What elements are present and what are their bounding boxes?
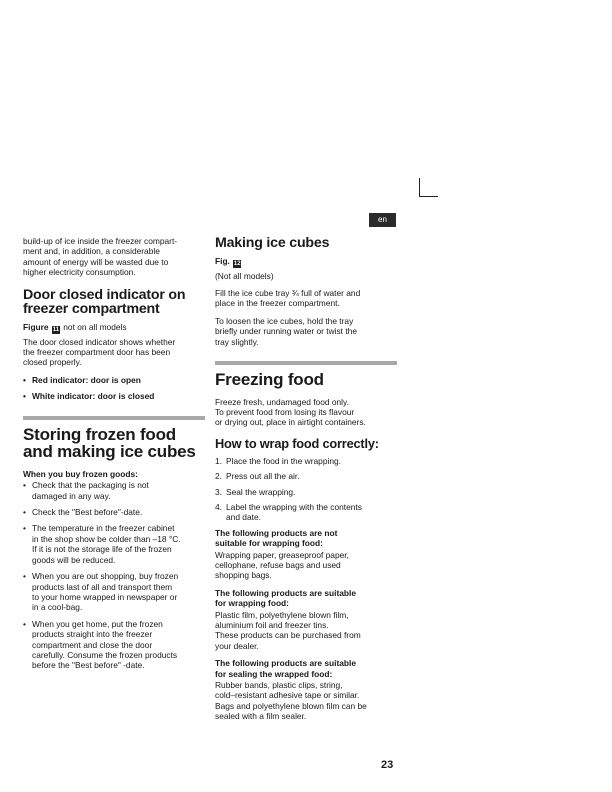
wrap-heading: How to wrap food correctly:: [215, 435, 379, 451]
list-item: • Check that the packaging is not damaged in any way.: [23, 480, 205, 501]
intro-paragraph: build-up of ice inside the freezer compart- ment and, in addition, a considerable amount of energy will be wasted due to higher electricity consumption.: [23, 236, 178, 278]
list-item: 2. Press out all the air.: [215, 471, 300, 482]
ice-note: (Not all models): [215, 270, 274, 281]
freezing-text: Freeze fresh, undamaged food only. To prevent food from losing its flavour or drying out, place in airtight containers.: [215, 396, 366, 428]
left-column: [23, 236, 205, 677]
door-indicator-list: [23, 375, 205, 402]
list-item: • White indicator: door is closed: [23, 391, 205, 401]
list-item: • Check the "Best before"-date.: [23, 507, 205, 517]
suitable-heading: The following products are suitable for wrapping food:: [215, 587, 356, 609]
section-divider: [23, 416, 205, 420]
sealing-heading: The following products are suitable for sealing the wrapped food:: [215, 658, 356, 679]
list-item: • Red indicator: door is open: [23, 375, 205, 385]
list-item: • When you are out shopping, buy frozen products last of all and transport them to your home wrapped in newspaper or in a cool-bag.: [23, 571, 205, 613]
buy-heading: When you buy frozen goods:: [23, 468, 138, 479]
ice-cubes-heading: Making ice cubes: [215, 235, 330, 251]
door-indicator-heading: Door closed indicator on freezer compartment: [23, 286, 186, 318]
list-item: • The temperature in the freezer cabinet in the shop show be colder than –18 °C. If it is not the storage life of the frozen goods will be reduced.: [23, 523, 205, 565]
list-item: 4. Label the wrapping with the contents and date.: [215, 501, 362, 523]
figure-number-box: 12: [233, 260, 241, 267]
list-item: 1. Place the food in the wrapping.: [215, 455, 342, 466]
figure-label: Fig.: [215, 255, 230, 266]
page-number: 23: [381, 759, 394, 771]
list-item: 3. Seal the wrapping.: [215, 486, 296, 497]
right-column: [215, 236, 397, 729]
language-tab: en: [369, 213, 396, 227]
not-suitable-text: Wrapping paper, greaseproof paper, cellophane, refuse bags and used shopping bags.: [215, 549, 349, 581]
figure-number-box: 11: [52, 326, 60, 333]
figure-note: not on all models: [63, 321, 127, 332]
freezing-heading: Freezing food: [215, 369, 324, 389]
storing-heading: Storing frozen food and making ice cubes: [23, 424, 196, 462]
sealing-text: Rubber bands, plastic clips, string, cold–resistant adhesive tape or similar. Bags and polyethylene blown film can be sealed with a film sealer.: [215, 680, 367, 722]
door-figure-reference: [23, 322, 205, 334]
suitable-text: Plastic film, polyethylene blown film, aluminium foil and freezer tins. These products can be purchased from your dealer.: [215, 609, 361, 651]
list-item: • When you get home, put the frozen products straight into the freezer compartment and close the door carefully. Consume the frozen products before the "Best before" -date.: [23, 619, 205, 671]
ice-paragraph-1: Fill the ice cube tray ¾ full of water and place in the freezer compartment.: [215, 287, 361, 309]
crop-mark: [419, 178, 438, 197]
ice-paragraph-2: To loosen the ice cubes, hold the tray briefly under running water or twist the tray slightly.: [215, 315, 357, 347]
wrap-steps: [215, 456, 397, 523]
door-indicator-text: The door closed indicator shows whether the freezer compartment door has been closed properly.: [23, 336, 176, 368]
section-divider: [215, 361, 397, 365]
not-suitable-heading: The following products are not suitable for wrapping food:: [215, 527, 338, 549]
ice-figure-reference: [215, 256, 397, 268]
buy-list: [23, 480, 205, 671]
figure-label: Figure: [23, 321, 49, 332]
